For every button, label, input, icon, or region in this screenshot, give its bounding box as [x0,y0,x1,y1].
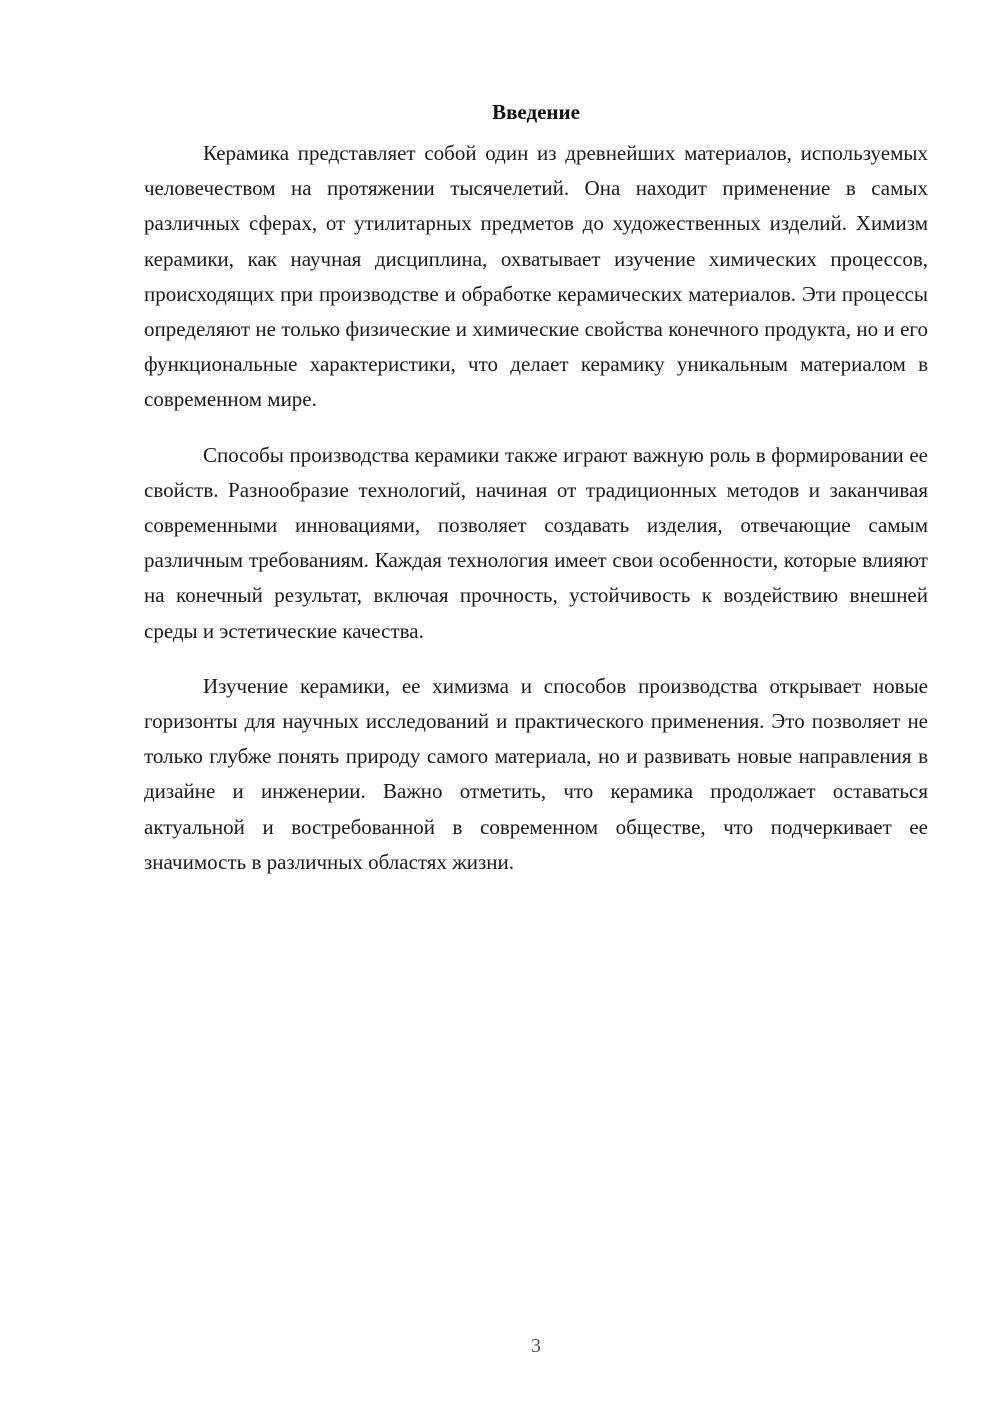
paragraph-intro-ceramics: Керамика представляет собой один из древнейших материалов, используемых человечеством на протяжении тысячелетий. Она находит применение в самых различных сферах, от утилитарных предметов до художественных изделий. Химизм керамики, как научная дисциплина, охватывает изучение химических процессов, происходящих при производстве и обработке керамических материалов. Эти процессы определяют не только физические и химические свойства конечного продукта, но и его функциональные характеристики, что делает керамику уникальным материалом в современном мире. [144,141,928,412]
paragraph-study-significance: Изучение керамики, ее химизма и способов производства открывает новые горизонты для научных исследований и практического применения. Это позволяет не только глубже понять природу самого материала, но и развивать новые направления в дизайне и инженерии. Важно отметить, что керамика продолжает оставаться актуальной и востребованной в современном обществе, что подчеркивает ее значимость в различных областях жизни. [144,673,928,874]
paragraph-production-methods: Способы производства керамики также играют важную роль в формировании ее свойств. Разнообразие технологий, начиная от традиционных методов и заканчивая современными инновациями, позволяет создавать изделия, отвечающие самым различным требованиям. Каждая технология имеет свои особенности, которые влияют на конечный результат, включая прочность, устойчивость к воздействию внешней среды и эстетические качества. [144,442,928,643]
page-content [144,98,928,900]
section-title: Введение [492,100,580,124]
page-number: 3 [531,1335,541,1357]
